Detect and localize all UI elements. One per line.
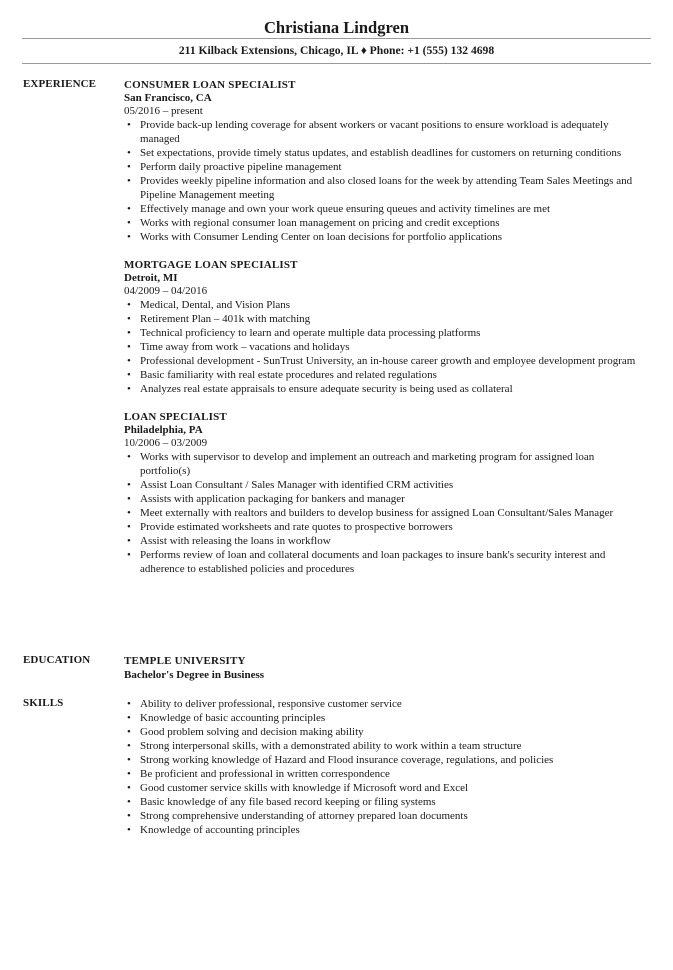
duty-item: • Performs review of loan and collateral documents and loan packages to insure bank's security interest and adherence to established policies and procedures	[127, 549, 606, 575]
duty-item: • Provide back-up lending coverage for absent workers or vacant positions to ensure workload is adequately managed	[127, 119, 609, 145]
experience-list	[124, 78, 644, 590]
duty-item: • Professional development - SunTrust University, an in-house career growth and employee development program	[127, 355, 636, 367]
school-name: TEMPLE UNIVERSITY	[124, 655, 246, 667]
bullet-icon: •	[127, 341, 131, 353]
duty-item: • Basic familiarity with real estate procedures and related regulations	[127, 369, 437, 381]
education-entry	[124, 654, 644, 682]
bullet-icon: •	[127, 479, 131, 491]
skill-item: • Knowledge of accounting principles	[127, 824, 300, 836]
job-dates: 04/2009 – 04/2016	[124, 285, 208, 297]
job-entry	[124, 258, 644, 396]
duty-item: • Retirement Plan – 401k with matching	[127, 313, 311, 325]
duty-item: • Assists with application packaging for bankers and manager	[127, 493, 405, 505]
bullet-icon: •	[127, 217, 131, 229]
job-duties	[124, 298, 644, 396]
bullet-icon: •	[127, 383, 131, 395]
duty-item: • Works with regional consumer loan management on pricing and credit exceptions	[127, 217, 500, 229]
job-title: CONSUMER LOAN SPECIALIST	[124, 79, 296, 91]
duty-item: • Provide estimated worksheets and rate quotes to prospective borrowers	[127, 521, 453, 533]
duty-item: • Perform daily proactive pipeline management	[127, 161, 342, 173]
skill-item: • Strong working knowledge of Hazard and Flood insurance coverage, regulations, and policies	[127, 754, 554, 766]
bullet-icon: •	[127, 493, 131, 505]
job-location: Philadelphia, PA	[124, 424, 203, 436]
skills-list-wrap	[124, 697, 644, 837]
bullet-icon: •	[127, 549, 131, 561]
skill-item: • Good customer service skills with knowledge if Microsoft word and Excel	[127, 782, 469, 794]
bullet-icon: •	[127, 698, 131, 710]
duty-item: • Set expectations, provide timely status updates, and establish deadlines for customers on returning conditions	[127, 147, 622, 159]
duty-item: • Medical, Dental, and Vision Plans	[127, 299, 291, 311]
job-title: LOAN SPECIALIST	[124, 411, 227, 423]
skills-heading: SKILLS	[23, 697, 64, 709]
skill-item: • Ability to deliver professional, responsive customer service	[127, 698, 402, 710]
bullet-icon: •	[127, 299, 131, 311]
job-title: MORTGAGE LOAN SPECIALIST	[124, 259, 298, 271]
bullet-icon: •	[127, 782, 131, 794]
bullet-icon: •	[127, 161, 131, 173]
duty-item: • Assist with releasing the loans in workflow	[127, 535, 331, 547]
bullet-icon: •	[127, 507, 131, 519]
duty-item: • Technical proficiency to learn and operate multiple data processing platforms	[127, 327, 481, 339]
bullet-icon: •	[127, 796, 131, 808]
bullet-icon: •	[127, 824, 131, 836]
degree-name: Bachelor's Degree in Business	[124, 669, 265, 681]
bullet-icon: •	[127, 119, 131, 131]
job-entry	[124, 410, 644, 576]
job-location: San Francisco, CA	[124, 92, 212, 104]
job-dates: 05/2016 – present	[124, 105, 203, 117]
duty-item: • Works with supervisor to develop and implement an outreach and marketing program for assigned loan portfolio(s)	[127, 451, 595, 477]
job-location: Detroit, MI	[124, 272, 178, 284]
bullet-icon: •	[127, 521, 131, 533]
header-divider-bottom	[22, 63, 651, 64]
duty-item: • Assist Loan Consultant / Sales Manager with identified CRM activities	[127, 479, 454, 491]
resume-name: Christiana Lindgren	[263, 18, 410, 37]
job-duties	[124, 118, 644, 244]
bullet-icon: •	[127, 327, 131, 339]
skill-item: • Basic knowledge of any file based record keeping or filing systems	[127, 796, 436, 808]
duty-item: • Provides weekly pipeline information and also closed loans for the week by attending Team Sales Meetings and Pipeline Management meeting	[127, 175, 633, 201]
bullet-icon: •	[127, 754, 131, 766]
duty-item: • Meet externally with realtors and builders to develop business for assigned Loan Consultant/Sales Manager	[127, 507, 614, 519]
bullet-icon: •	[127, 355, 131, 367]
resume-contact: 211 Kilback Extensions, Chicago, IL ♦ Phone: +1 (555) 132 4698	[178, 44, 495, 57]
bullet-icon: •	[127, 231, 131, 243]
bullet-icon: •	[127, 147, 131, 159]
bullet-icon: •	[127, 740, 131, 752]
skill-item: • Knowledge of basic accounting principles	[127, 712, 326, 724]
bullet-icon: •	[127, 726, 131, 738]
duty-item: • Analyzes real estate appraisals to ensure adequate security is being used as collateral	[127, 383, 513, 395]
bullet-icon: •	[127, 313, 131, 325]
bullet-icon: •	[127, 369, 131, 381]
education-heading: EDUCATION	[23, 654, 91, 666]
job-entry	[124, 78, 644, 244]
duty-item: • Works with Consumer Lending Center on loan decisions for portfolio applications	[127, 231, 503, 243]
duty-item: • Time away from work – vacations and holidays	[127, 341, 350, 353]
bullet-icon: •	[127, 535, 131, 547]
skill-item: • Good problem solving and decision making ability	[127, 726, 364, 738]
bullet-icon: •	[127, 451, 131, 463]
skill-item: • Be proficient and professional in written correspondence	[127, 768, 390, 780]
skills-list	[124, 697, 644, 837]
duty-item: • Effectively manage and own your work queue ensuring queues and activity timelines are met	[127, 203, 551, 215]
bullet-icon: •	[127, 768, 131, 780]
bullet-icon: •	[127, 712, 131, 724]
experience-heading: EXPERIENCE	[23, 78, 97, 90]
bullet-icon: •	[127, 203, 131, 215]
skill-item: • Strong interpersonal skills, with a demonstrated ability to work within a team structure	[127, 740, 522, 752]
header-divider-top	[22, 38, 651, 39]
job-dates: 10/2006 – 03/2009	[124, 437, 208, 449]
job-duties	[124, 450, 644, 576]
skill-item: • Strong comprehensive understanding of attorney prepared loan documents	[127, 810, 468, 822]
bullet-icon: •	[127, 810, 131, 822]
bullet-icon: •	[127, 175, 131, 187]
